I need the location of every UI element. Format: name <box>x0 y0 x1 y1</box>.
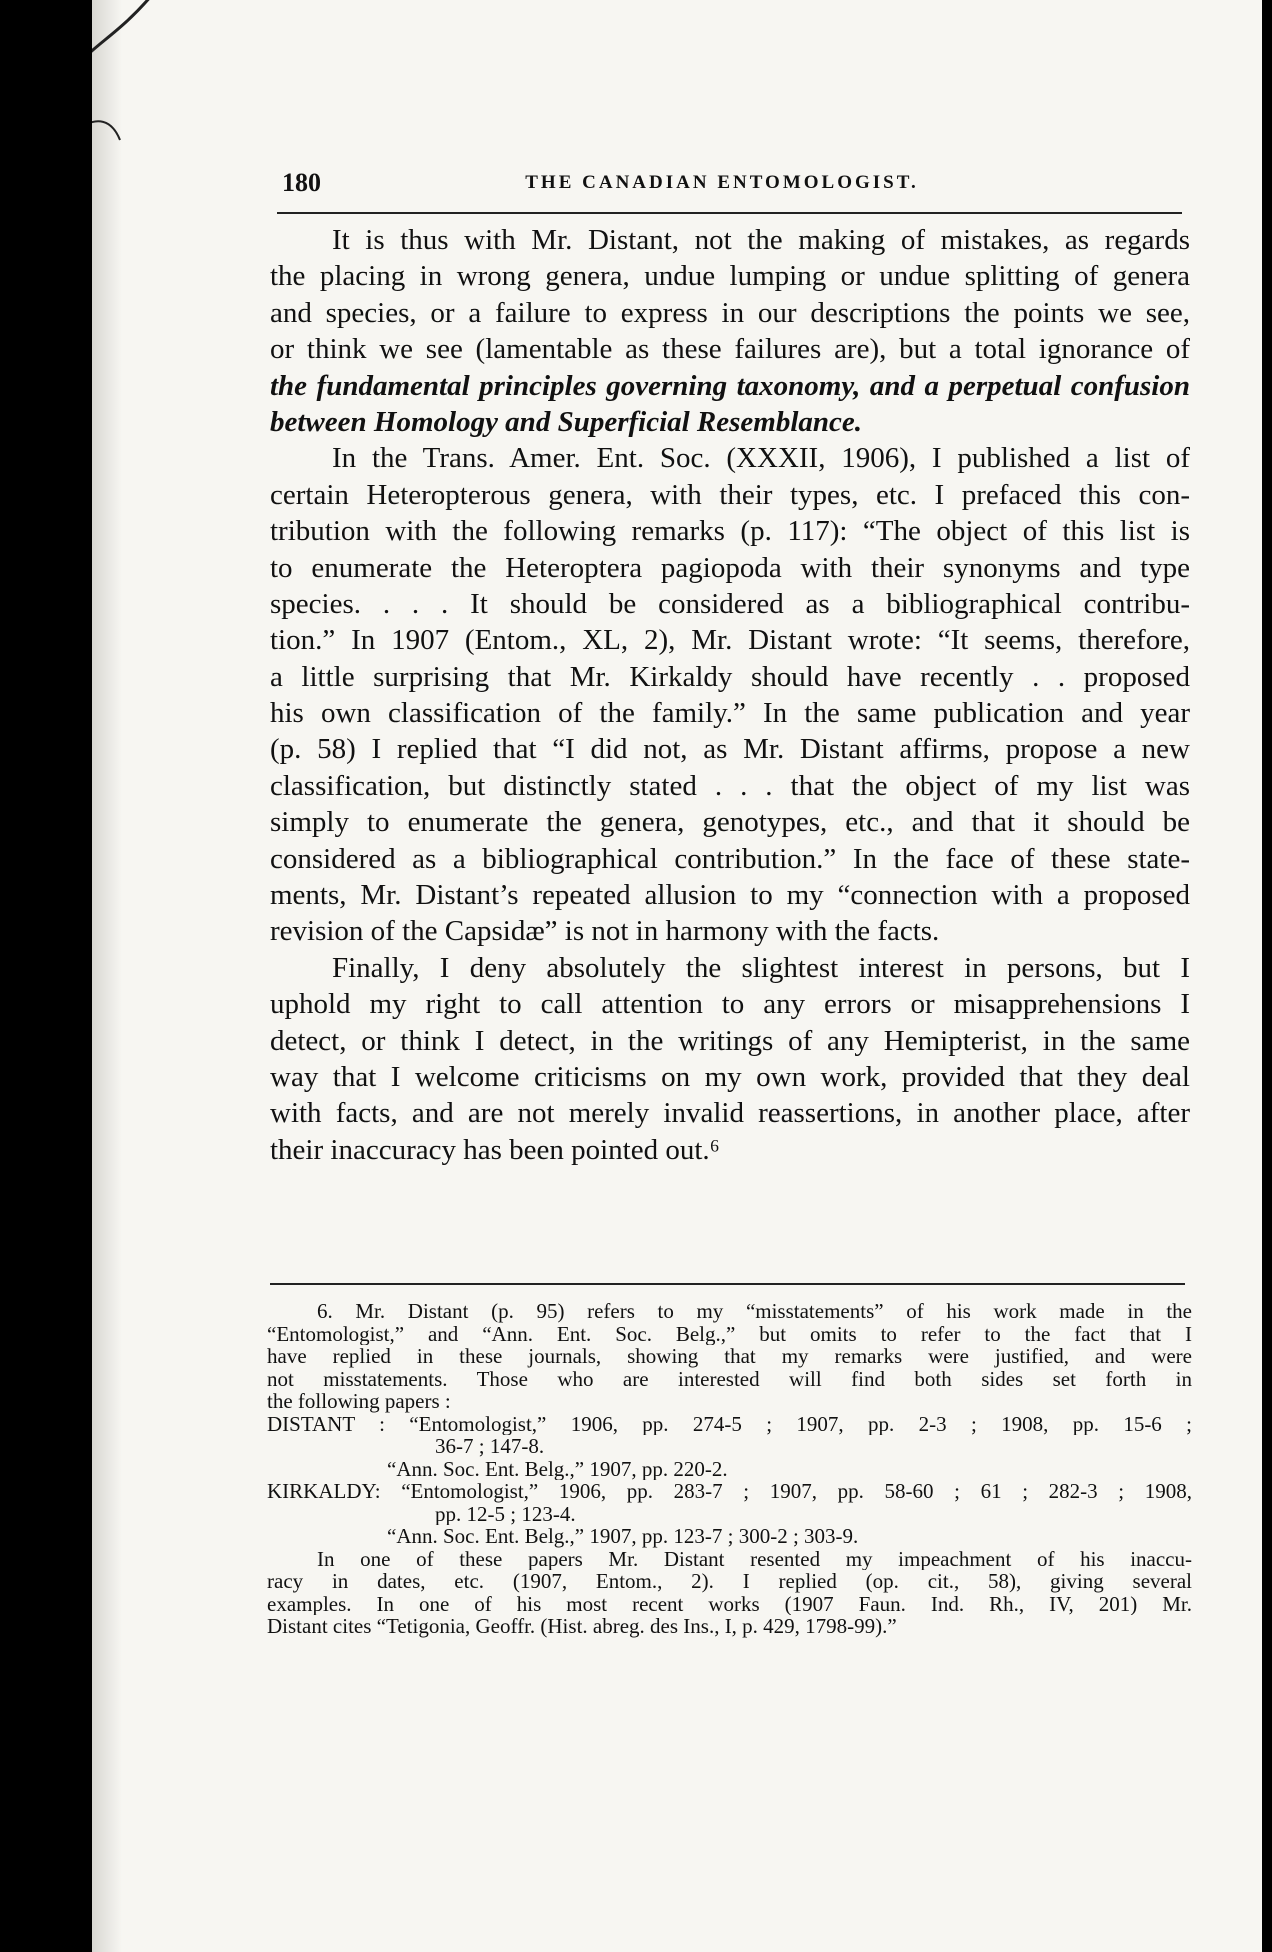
text-line: Finally, I deny absolutely the slightest interest in persons, but I <box>332 951 1190 984</box>
text-line: with facts, and are not merely invalid reassertions, in another place, after <box>270 1097 1190 1130</box>
reference-line: pp. 12-5 ; 123-4. <box>435 1502 576 1525</box>
page-edge-shadow <box>92 0 122 1952</box>
text-line: considered as a bibliographical contribution.” In the face of these state- <box>270 842 1190 875</box>
footnote-line: the following papers : <box>267 1390 451 1413</box>
footnote-line: In one of these papers Mr. Distant resented my impeachment of his inaccu- <box>317 1547 1192 1570</box>
text-line: tion.” In 1907 (Entom., XL, 2), Mr. Distant wrote: “It seems, therefore, <box>270 624 1190 657</box>
text-line: classification, but distinctly stated . . . that the object of my list was <box>270 769 1190 802</box>
page-number: 180 <box>282 168 321 197</box>
footnote-line: not misstatements. Those who are interested will find both sides set forth in <box>267 1367 1192 1390</box>
text-line: simply to enumerate the genera, genotypes, etc., and that it should be <box>270 806 1190 839</box>
footnote-line: racy in dates, etc. (1907, Entom., 2). I replied (op. cit., 58), giving several <box>267 1570 1192 1593</box>
running-title: THE CANADIAN ENTOMOLOGIST. <box>525 172 919 193</box>
scanned-page <box>92 0 1262 1952</box>
footnote-6 <box>267 1300 1192 1638</box>
paragraph <box>270 222 1190 440</box>
text-line: to enumerate the Heteroptera pagiopoda with their synonyms and type <box>270 551 1190 584</box>
text-line: way that I welcome criticisms on my own work, provided that they deal <box>270 1060 1190 1093</box>
reference-line: “Ann. Soc. Ent. Belg.,” 1907, pp. 123-7 ; 300-2 ; 303-9. <box>387 1525 859 1548</box>
reference-line: “Ann. Soc. Ent. Belg.,” 1907, pp. 220-2. <box>387 1457 728 1480</box>
text-line: ments, Mr. Distant’s repeated allusion to my “connection with a proposed <box>270 879 1190 912</box>
text-line: his own classification of the family.” In the same publication and year <box>270 697 1190 730</box>
text-line: detect, or think I detect, in the writings of any Hemipterist, in the same <box>270 1024 1190 1057</box>
text-line: (p. 58) I replied that “I did not, as Mr. Distant affirms, propose a new <box>270 733 1190 766</box>
text-line: tribution with the following remarks (p. 117): “The object of this list is <box>270 515 1190 548</box>
margin-pen-mark <box>92 0 182 170</box>
distant-references <box>267 1413 1192 1481</box>
text-line: a little surprising that Mr. Kirkaldy should have recently . . proposed <box>270 660 1190 693</box>
text-line: revision of the Capsidæ” is not in harmony with the facts. <box>270 915 940 948</box>
text-line: the fundamental principles governing taxonomy, and a perpetual confusion <box>270 369 1190 402</box>
page-header <box>282 162 1162 202</box>
text-line: uphold my right to call attention to any errors or misapprehensions I <box>270 988 1190 1021</box>
body-text <box>270 222 1190 1168</box>
paragraph <box>270 440 1190 949</box>
reference-line: KIRKALDY: “Entomologist,” 1906, pp. 283-7 ; 1907, pp. 58-60 ; 61 ; 282-3 ; 1908, <box>267 1480 1192 1503</box>
footnote-rule <box>270 1283 1185 1285</box>
footnote-line: “Entomologist,” and “Ann. Ent. Soc. Belg.,” but omits to refer to the fact that I <box>267 1322 1192 1345</box>
text-line: between Homology and Superficial Resemblance. <box>270 405 863 438</box>
footnote-line: have replied in these journals, showing that my remarks were justified, and were <box>267 1345 1192 1368</box>
text-line: In the Trans. Amer. Ent. Soc. (XXXII, 1906), I published a list of <box>332 442 1190 475</box>
text-line: It is thus with Mr. Distant, not the making of mistakes, as regards <box>332 224 1190 256</box>
text-line: or think we see (lamentable as these failures are), but a total ignorance of <box>270 333 1190 366</box>
header-rule <box>277 212 1182 214</box>
text-line: certain Heteropterous genera, with their types, etc. I prefaced this con- <box>270 478 1190 511</box>
footnote-closing <box>267 1548 1192 1638</box>
footnote-line: Distant cites “Tetigonia, Geoffr. (Hist. abreg. des Ins., I, p. 429, 1798-99).” <box>267 1615 897 1638</box>
kirkaldy-references <box>267 1480 1192 1548</box>
footnote-line: 6. Mr. Distant (p. 95) refers to my “misstatements” of his work made in the <box>317 1300 1192 1323</box>
text-line: their inaccuracy has been pointed out.⁶ <box>270 1133 720 1166</box>
reference-line: 36-7 ; 147-8. <box>435 1435 545 1458</box>
text-line: and species, or a failure to express in our descriptions the points we see, <box>270 296 1190 329</box>
paragraph <box>270 950 1190 1168</box>
reference-line: DISTANT : “Entomologist,” 1906, pp. 274-5 ; 1907, pp. 2-3 ; 1908, pp. 15-6 ; <box>267 1412 1192 1435</box>
text-line: the placing in wrong genera, undue lumping or undue splitting of genera <box>270 260 1190 293</box>
footnote-line: examples. In one of his most recent works (1907 Faun. Ind. Rh., IV, 201) Mr. <box>267 1592 1192 1615</box>
text-line: species. . . . It should be considered as a bibliographical contribu- <box>270 587 1190 620</box>
